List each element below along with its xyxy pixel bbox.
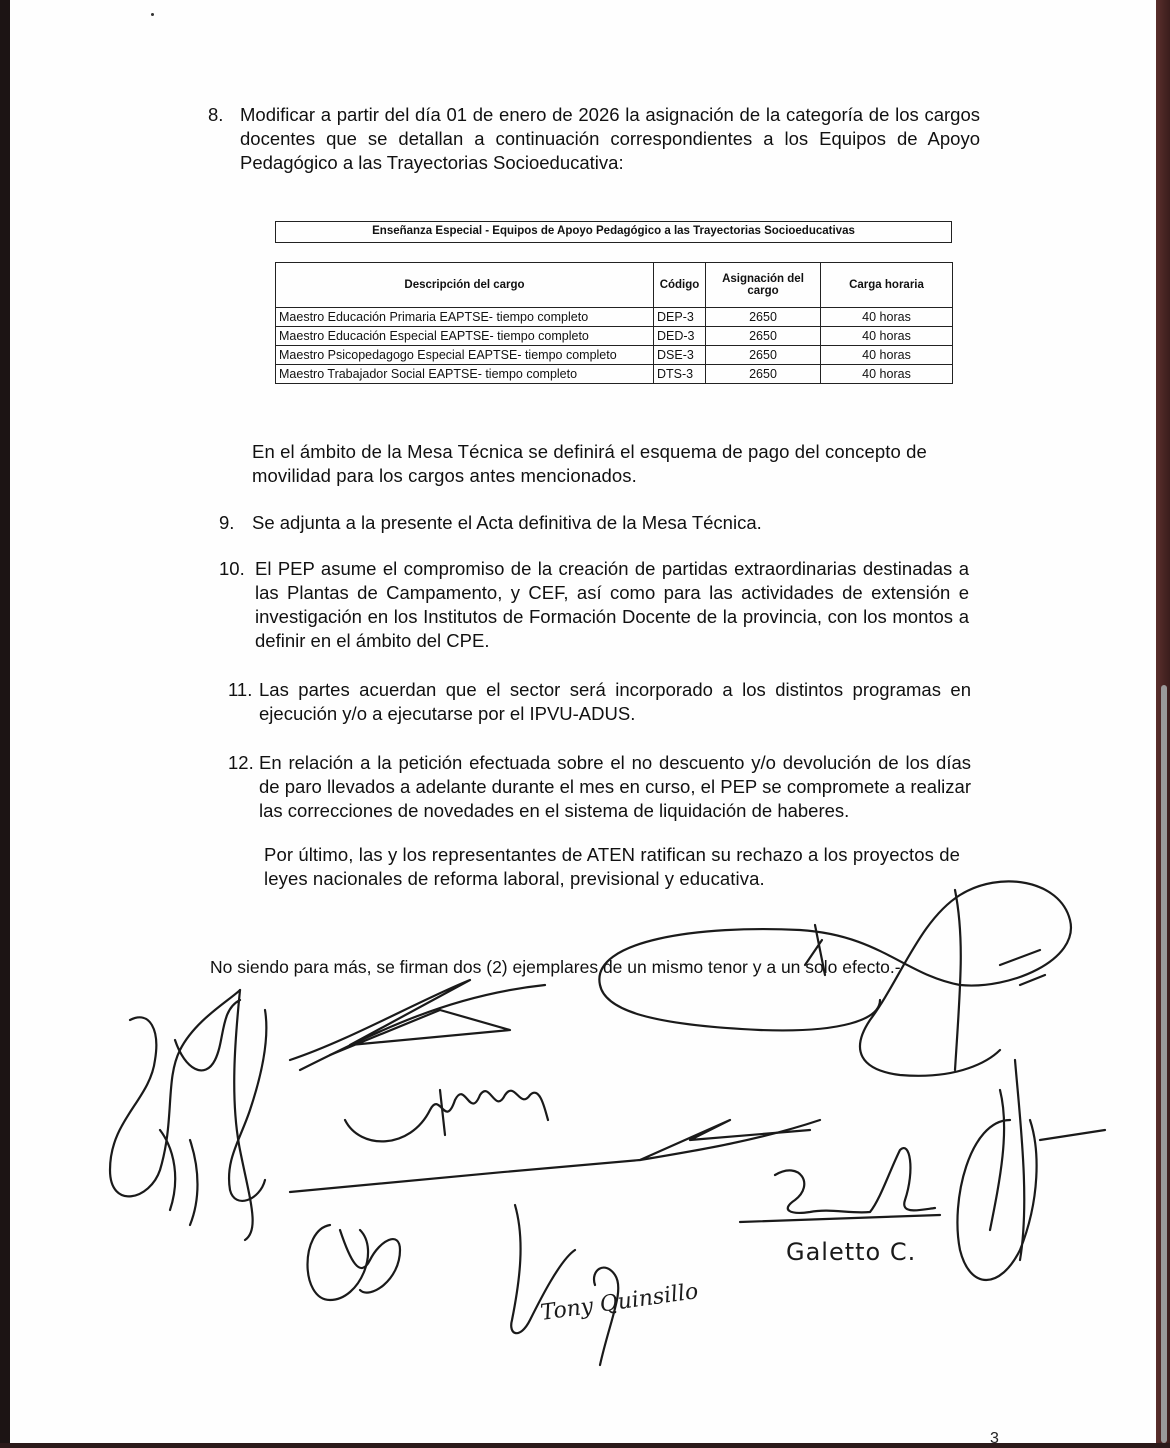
cell-codigo: DED-3: [654, 327, 706, 346]
signature-fontanarrosa: Tony Quinsillo: [539, 1279, 700, 1326]
cell-descripcion: Maestro Educación Primaria EAPTSE- tiempo completo: [276, 308, 654, 327]
page-number: 3: [990, 1430, 999, 1447]
cell-asignacion: 2650: [706, 346, 821, 365]
cell-carga: 40 horas: [821, 346, 953, 365]
item-number: 12.: [228, 752, 254, 773]
cell-asignacion: 2650: [706, 308, 821, 327]
item-text: Las partes acuerdan que el sector será incorporado a los distintos programas en ejecución y/o a ejecutarse por el IPVU-ADUS.: [259, 679, 971, 724]
cell-descripcion: Maestro Trabajador Social EAPTSE- tiempo completo: [276, 365, 654, 384]
cell-descripcion: Maestro Educación Especial EAPTSE- tiempo completo: [276, 327, 654, 346]
speck: [151, 13, 154, 16]
cell-carga: 40 horas: [821, 327, 953, 346]
cell-descripcion: Maestro Psicopedagogo Especial EAPTSE- tiempo completo: [276, 346, 654, 365]
cell-asignacion: 2650: [706, 327, 821, 346]
cell-codigo: DTS-3: [654, 365, 706, 384]
item-text: En relación a la petición efectuada sobre el no descuento y/o devolución de los días de paro llevados a adelante durante el mes en curso, el PEP se compromete a realizar las correcciones de novedades en el sistema de liquidación de haberes.: [259, 752, 971, 821]
item-number: 11.: [228, 679, 253, 700]
cell-carga: 40 horas: [821, 308, 953, 327]
left-frame: [0, 0, 10, 1443]
table-row: [276, 365, 953, 384]
closing-line: No siendo para más, se firman dos (2) ejemplares de un mismo tenor y a un solo efecto.-: [210, 957, 901, 977]
signature-galetto: Galetto C.: [786, 1238, 917, 1266]
item-9: [219, 511, 979, 535]
header-codigo: Código: [654, 263, 706, 308]
item-number: 8.: [208, 104, 224, 125]
table-row: [276, 308, 953, 327]
item-text: Modificar a partir del día 01 de enero de 2026 la asignación de la categoría de los cargos docentes que se detallan a continuación correspondientes a los Equipos de Apoyo Pedagógico a las Trayectorias Socioeducativa:: [240, 104, 980, 173]
cell-carga: 40 horas: [821, 365, 953, 384]
item-number: 9.: [219, 512, 235, 533]
cargos-table: [275, 262, 953, 384]
item-8: [208, 103, 988, 178]
item-12: [228, 751, 978, 823]
item-10: [219, 557, 979, 653]
cell-asignacion: 2650: [706, 365, 821, 384]
table-row: [276, 346, 953, 365]
scrollbar[interactable]: [1161, 685, 1167, 1443]
header-carga: Carga horaria: [821, 263, 953, 308]
document-page: [10, 0, 1156, 1447]
item-number: 10.: [219, 558, 245, 579]
item-text: Se adjunta a la presente el Acta definitiva de la Mesa Técnica.: [252, 512, 762, 533]
table-header-row: [276, 263, 953, 308]
paragraph-final: Por último, las y los representantes de ATEN ratifican su rechazo a los proyectos de leyes nacionales de reforma laboral, previsional y educativa.: [264, 844, 960, 889]
paragraph-mesa-tecnica: En el ámbito de la Mesa Técnica se definirá el esquema de pago del concepto de movilidad para los cargos antes mencionados.: [252, 441, 927, 486]
cell-codigo: DEP-3: [654, 308, 706, 327]
item-text: El PEP asume el compromiso de la creación de partidas extraordinarias destinadas a las Plantas de Campamento, y CEF, así como para las actividades de extensión e investigación en los Institutos de Formación Docente de la provincia, con los montos a definir en el ámbito del CPE.: [255, 558, 969, 651]
cell-codigo: DSE-3: [654, 346, 706, 365]
table-row: [276, 327, 953, 346]
table-title: Enseñanza Especial - Equipos de Apoyo Pedagógico a las Trayectorias Socioeducativas: [275, 221, 952, 243]
header-asignacion: Asignación del cargo: [706, 263, 821, 308]
item-11: [228, 678, 978, 726]
header-descripcion: Descripción del cargo: [276, 263, 654, 308]
